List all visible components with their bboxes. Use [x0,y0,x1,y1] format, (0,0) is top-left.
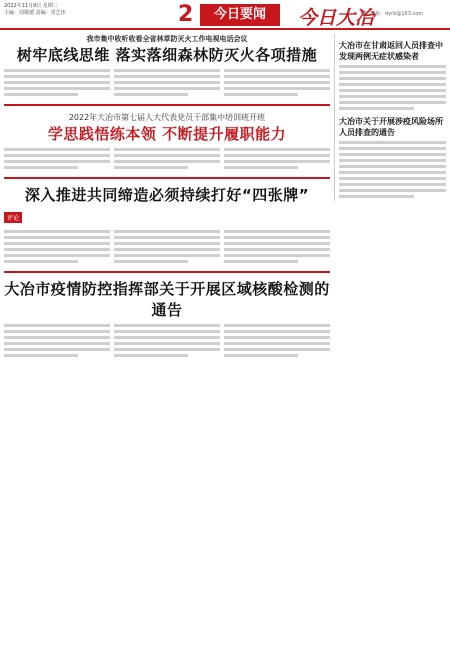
commentary-body [4,230,330,266]
editor-credits: 主编：周敬德 责编：常艺伟 [4,10,66,16]
newspaper-logo: 今日大冶 [298,7,375,29]
sidebar-body-1 [339,65,446,110]
training-kicker: 2022年大冶市第七届人大代表党员干部集中培训班开班 [68,113,266,122]
sidebar [334,34,446,201]
testing-headline: 大冶市疫情防控指挥部关于开展区域核酸检测的通告 [4,280,330,319]
lead-body [4,69,330,99]
edition-info: 电子邮箱：dyrb@163.com [360,11,424,17]
sidebar-body-2 [339,141,446,198]
commentary-headline: 深入推进共同缔造必须持续打好“四张牌” [24,186,310,204]
lead-headline: 树牢底线思维 落实落细森林防灭火各项措施 [16,46,318,64]
training-headline: 学思践悟练本领 不断提升履职能力 [47,125,287,143]
main-news-area [4,34,330,360]
testing-body [4,324,330,360]
sidebar-headline-2: 大冶市关于开展涉疫风险场所人员排查的通告 [339,117,443,137]
masthead [0,0,450,30]
training-body [4,148,330,172]
lead-kicker: 我市集中收听收看全省林草防灭火工作电视电话会议 [86,35,248,43]
commentary-tag: 评论 [4,212,22,223]
divider [4,271,330,273]
page-number: 2 [178,2,194,27]
masthead-info [4,3,66,17]
divider [4,104,330,106]
issue-date: 2022年11月9日 星期三 [4,3,58,9]
sidebar-headline-1: 大冶市在甘肃返回人员排查中发现两例无症状感染者 [339,41,443,61]
section-name: 今日要闻 [200,4,280,26]
divider [4,177,330,179]
